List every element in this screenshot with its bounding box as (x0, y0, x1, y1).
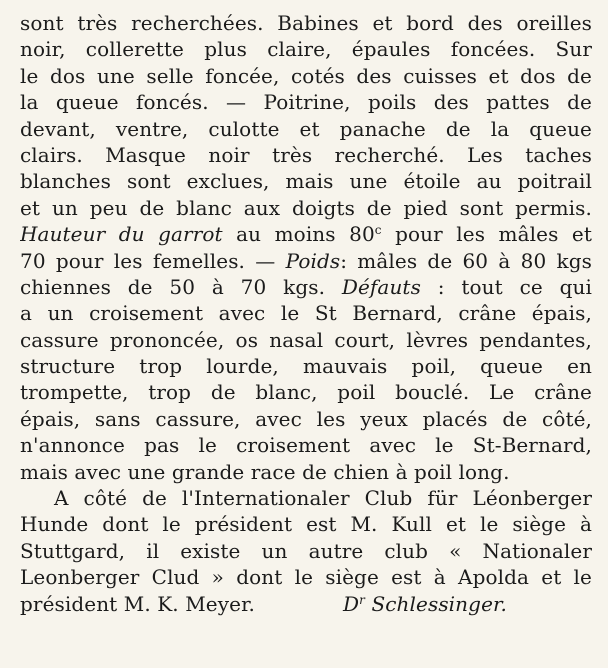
weight-text-a: 70 pour les femelles. — (20, 248, 286, 273)
text-line-11 (20, 274, 592, 300)
weight-label: Poids (285, 248, 341, 273)
signature-name: Schlessinger. (364, 591, 507, 616)
text-line-9 (20, 221, 592, 247)
signature-title-superscript: r (359, 592, 365, 607)
height-text-a: au moins 80 (222, 222, 375, 247)
president-text: président M. K. Meyer. (20, 591, 255, 616)
faults-label: Défauts (341, 274, 421, 299)
text-line-23 (20, 591, 592, 617)
height-superscript: c (374, 223, 382, 238)
text-line-1: sont très recherchées. Babines et bord des oreilles (20, 11, 592, 35)
text-line-22: Leonberger Clud » dont le siège est à Apolda et le (20, 565, 592, 590)
text-line-21: Stuttgard, il existe un autre club « Nationaler (20, 538, 592, 563)
signature (343, 592, 507, 616)
article-text (20, 10, 592, 617)
text-line-12: a un croisement avec le St Bernard, crâne épais, (20, 301, 592, 326)
height-label: Hauteur du garrot (20, 222, 223, 247)
text-line-7: blanches sont exclues, mais une étoile au poitrail (20, 169, 592, 194)
text-line-17: n'annonce pas le croisement avec le St-Bernard, (20, 433, 592, 458)
faults-text-b: : tout ce qui (420, 274, 592, 299)
height-text-b: pour les mâles et (381, 222, 592, 247)
text-line-14: structure trop lourde, mauvais poil, queue en (20, 354, 592, 379)
text-line-2: noir, collerette plus claire, épaules foncées. Sur (20, 37, 592, 62)
text-line-6: clairs. Masque noir très recherché. Les taches (20, 142, 592, 167)
paragraph-clubs (20, 485, 592, 617)
faults-text-a: chiennes de 50 à 70 kgs. (20, 274, 342, 299)
text-line-5: devant, ventre, culotte et panache de la queue (20, 116, 592, 141)
text-line-20: Hunde dont le président est M. Kull et le siège à (20, 512, 592, 537)
signature-title: D (343, 591, 360, 616)
text-line-10 (20, 248, 592, 274)
text-line-15: trompette, trop de blanc, poil bouclé. Le crâne (20, 380, 592, 405)
text-line-3: le dos une selle foncée, cotés des cuisses et dos de (20, 63, 592, 88)
text-line-13: cassure prononcée, os nasal court, lèvres pendantes, (20, 327, 592, 352)
text-line-16: épais, sans cassure, avec les yeux placés de côté, (20, 406, 592, 431)
text-line-18: mais avec une grande race de chien à poil long. (20, 459, 510, 484)
text-line-4: la queue foncés. — Poitrine, poils des pattes de (20, 90, 592, 115)
text-line-19: A côté de l'Internationaler Club für Léonberger (54, 486, 592, 511)
text-line-8: et un peu de blanc aux doigts de pied sont permis. (20, 195, 592, 220)
paragraph-breed-description (20, 10, 592, 485)
weight-text-b: : mâles de 60 à 80 kgs (340, 248, 592, 273)
